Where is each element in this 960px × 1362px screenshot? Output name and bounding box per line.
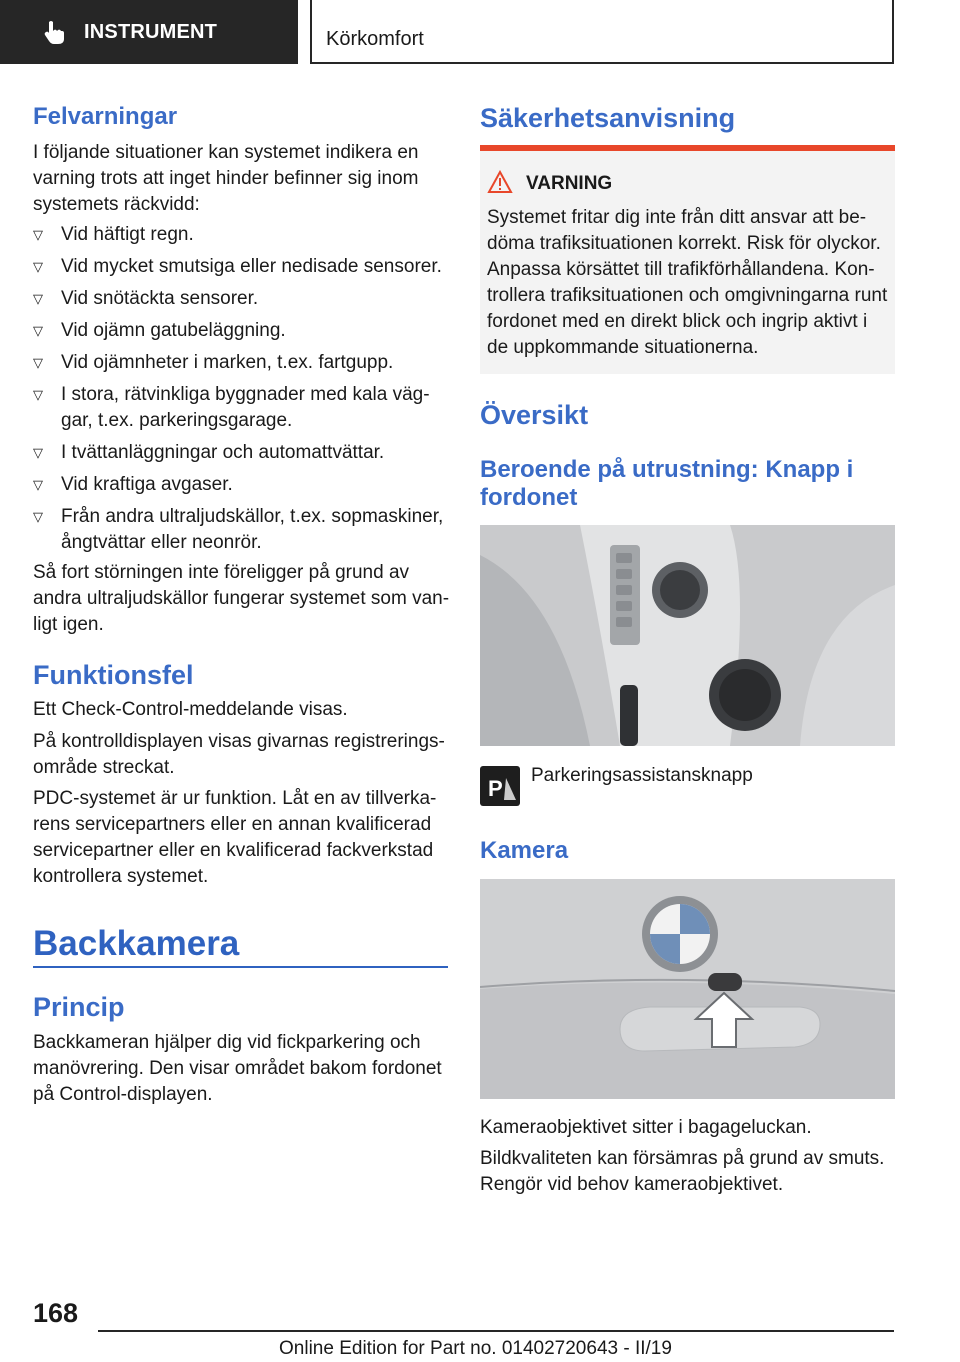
list-item: ▽ I stora, rätvinkliga byggnader med kala väg- gar, t.ex. parkeringsgarage.	[33, 384, 430, 431]
section-tab	[0, 0, 298, 64]
funktionsfel-p2: På kontrolldisplayen visas givarnas registrerings- område streckat.	[33, 731, 445, 778]
footer-rule	[98, 1330, 894, 1332]
after-bullets-paragraph: Så fort störningen inte föreligger på grund av andra ultraljudskällor fungerar systemet som van- ligt igen.	[33, 562, 450, 635]
warning-triangle-icon	[487, 170, 513, 194]
console-photo	[480, 525, 895, 746]
heading-sakerhetsanvisning: Säkerhetsanvisning	[480, 103, 736, 133]
camera-photo	[480, 879, 895, 1099]
heading-kamera: Kamera	[480, 837, 569, 864]
heading-funktionsfel: Funktionsfel	[33, 660, 194, 690]
heading-backkamera: Backkamera	[33, 924, 240, 963]
footer-edition: Online Edition for Part no. 01402720643 - II/19	[279, 1338, 672, 1359]
false-warning-list	[33, 222, 453, 562]
triangle-bullet-icon: ▽	[33, 323, 43, 338]
kamera-p1: Kameraobjektivet sitter i bagageluckan.	[480, 1117, 812, 1138]
list-item: ▽ Vid mycket smutsiga eller nedisade sensorer.	[33, 254, 453, 280]
button-caption: Parkeringsassistansknapp	[531, 765, 753, 786]
heading-felvarningar: Felvarningar	[33, 103, 178, 130]
triangle-bullet-icon: ▽	[33, 355, 43, 370]
triangle-bullet-icon: ▽	[33, 445, 43, 460]
funktionsfel-p1: Ett Check-Control-meddelande visas.	[33, 699, 348, 720]
triangle-bullet-icon: ▽	[33, 477, 43, 492]
hand-pointer-icon	[40, 19, 66, 45]
list-item: ▽ Vid ojämn gatubeläggning.	[33, 318, 453, 344]
list-item: ▽ I tvättanläggningar och automattvättar.	[33, 440, 453, 466]
warning-label: VARNING	[526, 173, 613, 194]
princip-text: Backkameran hjälper dig vid fickparkering och manövrering. Den visar området bakom fordonet på Control-displayen.	[33, 1032, 442, 1105]
heading-oversikt: Översikt	[480, 400, 589, 430]
svg-text:P: P	[488, 776, 503, 801]
chapter-title: Körkomfort	[326, 28, 424, 50]
section-divider	[33, 966, 448, 968]
list-item: ▽ Vid snötäckta sensorer.	[33, 286, 453, 312]
list-item: ▽ Vid ojämnheter i marken, t.ex. fartgupp.	[33, 350, 453, 376]
list-item: ▽ Från andra ultraljudskällor, t.ex. sopmaskiner, ångtvättar eller neonrör.	[33, 506, 444, 553]
triangle-bullet-icon: ▽	[33, 259, 43, 274]
list-item: ▽ Vid häftigt regn.	[33, 222, 453, 248]
warning-text: Systemet fritar dig inte från ditt ansvar att be- döma trafiksituationen korrekt. Risk för olyckor. Anpassa körsättet till trafikförhållandena. Kon- trollera trafiksituationen och omgivningarna runt fordonet med en direkt blick och ingrip aktivt i de uppkommande situationerna.	[487, 207, 888, 358]
list-item: ▽ Vid kraftiga avgaser.	[33, 472, 453, 498]
parking-assist-icon	[480, 766, 520, 806]
heading-princip: Princip	[33, 992, 125, 1022]
triangle-bullet-icon: ▽	[33, 509, 43, 524]
heading-beroende: Beroende på utrustning: Knapp i fordonet	[480, 456, 854, 511]
page-number: 168	[33, 1298, 79, 1328]
triangle-bullet-icon: ▽	[33, 227, 43, 242]
funktionsfel-p3: PDC-systemet är ur funktion. Låt en av tillverka- rens servicepartners eller en annan kvalificerad servicepartner eller en kvalificerad fackverkstad kontrollera systemet.	[33, 788, 437, 887]
kamera-p2: Bildkvaliteten kan försämras på grund av smuts. Rengör vid behov kameraobjektivet.	[480, 1148, 885, 1195]
section-label: INSTRUMENT	[84, 20, 218, 43]
felvarningar-intro: I följande situationer kan systemet indikera en varning trots att inget hinder befinner sig inom systemets räckvidd:	[33, 142, 419, 215]
triangle-bullet-icon: ▽	[33, 387, 43, 402]
triangle-bullet-icon: ▽	[33, 291, 43, 306]
